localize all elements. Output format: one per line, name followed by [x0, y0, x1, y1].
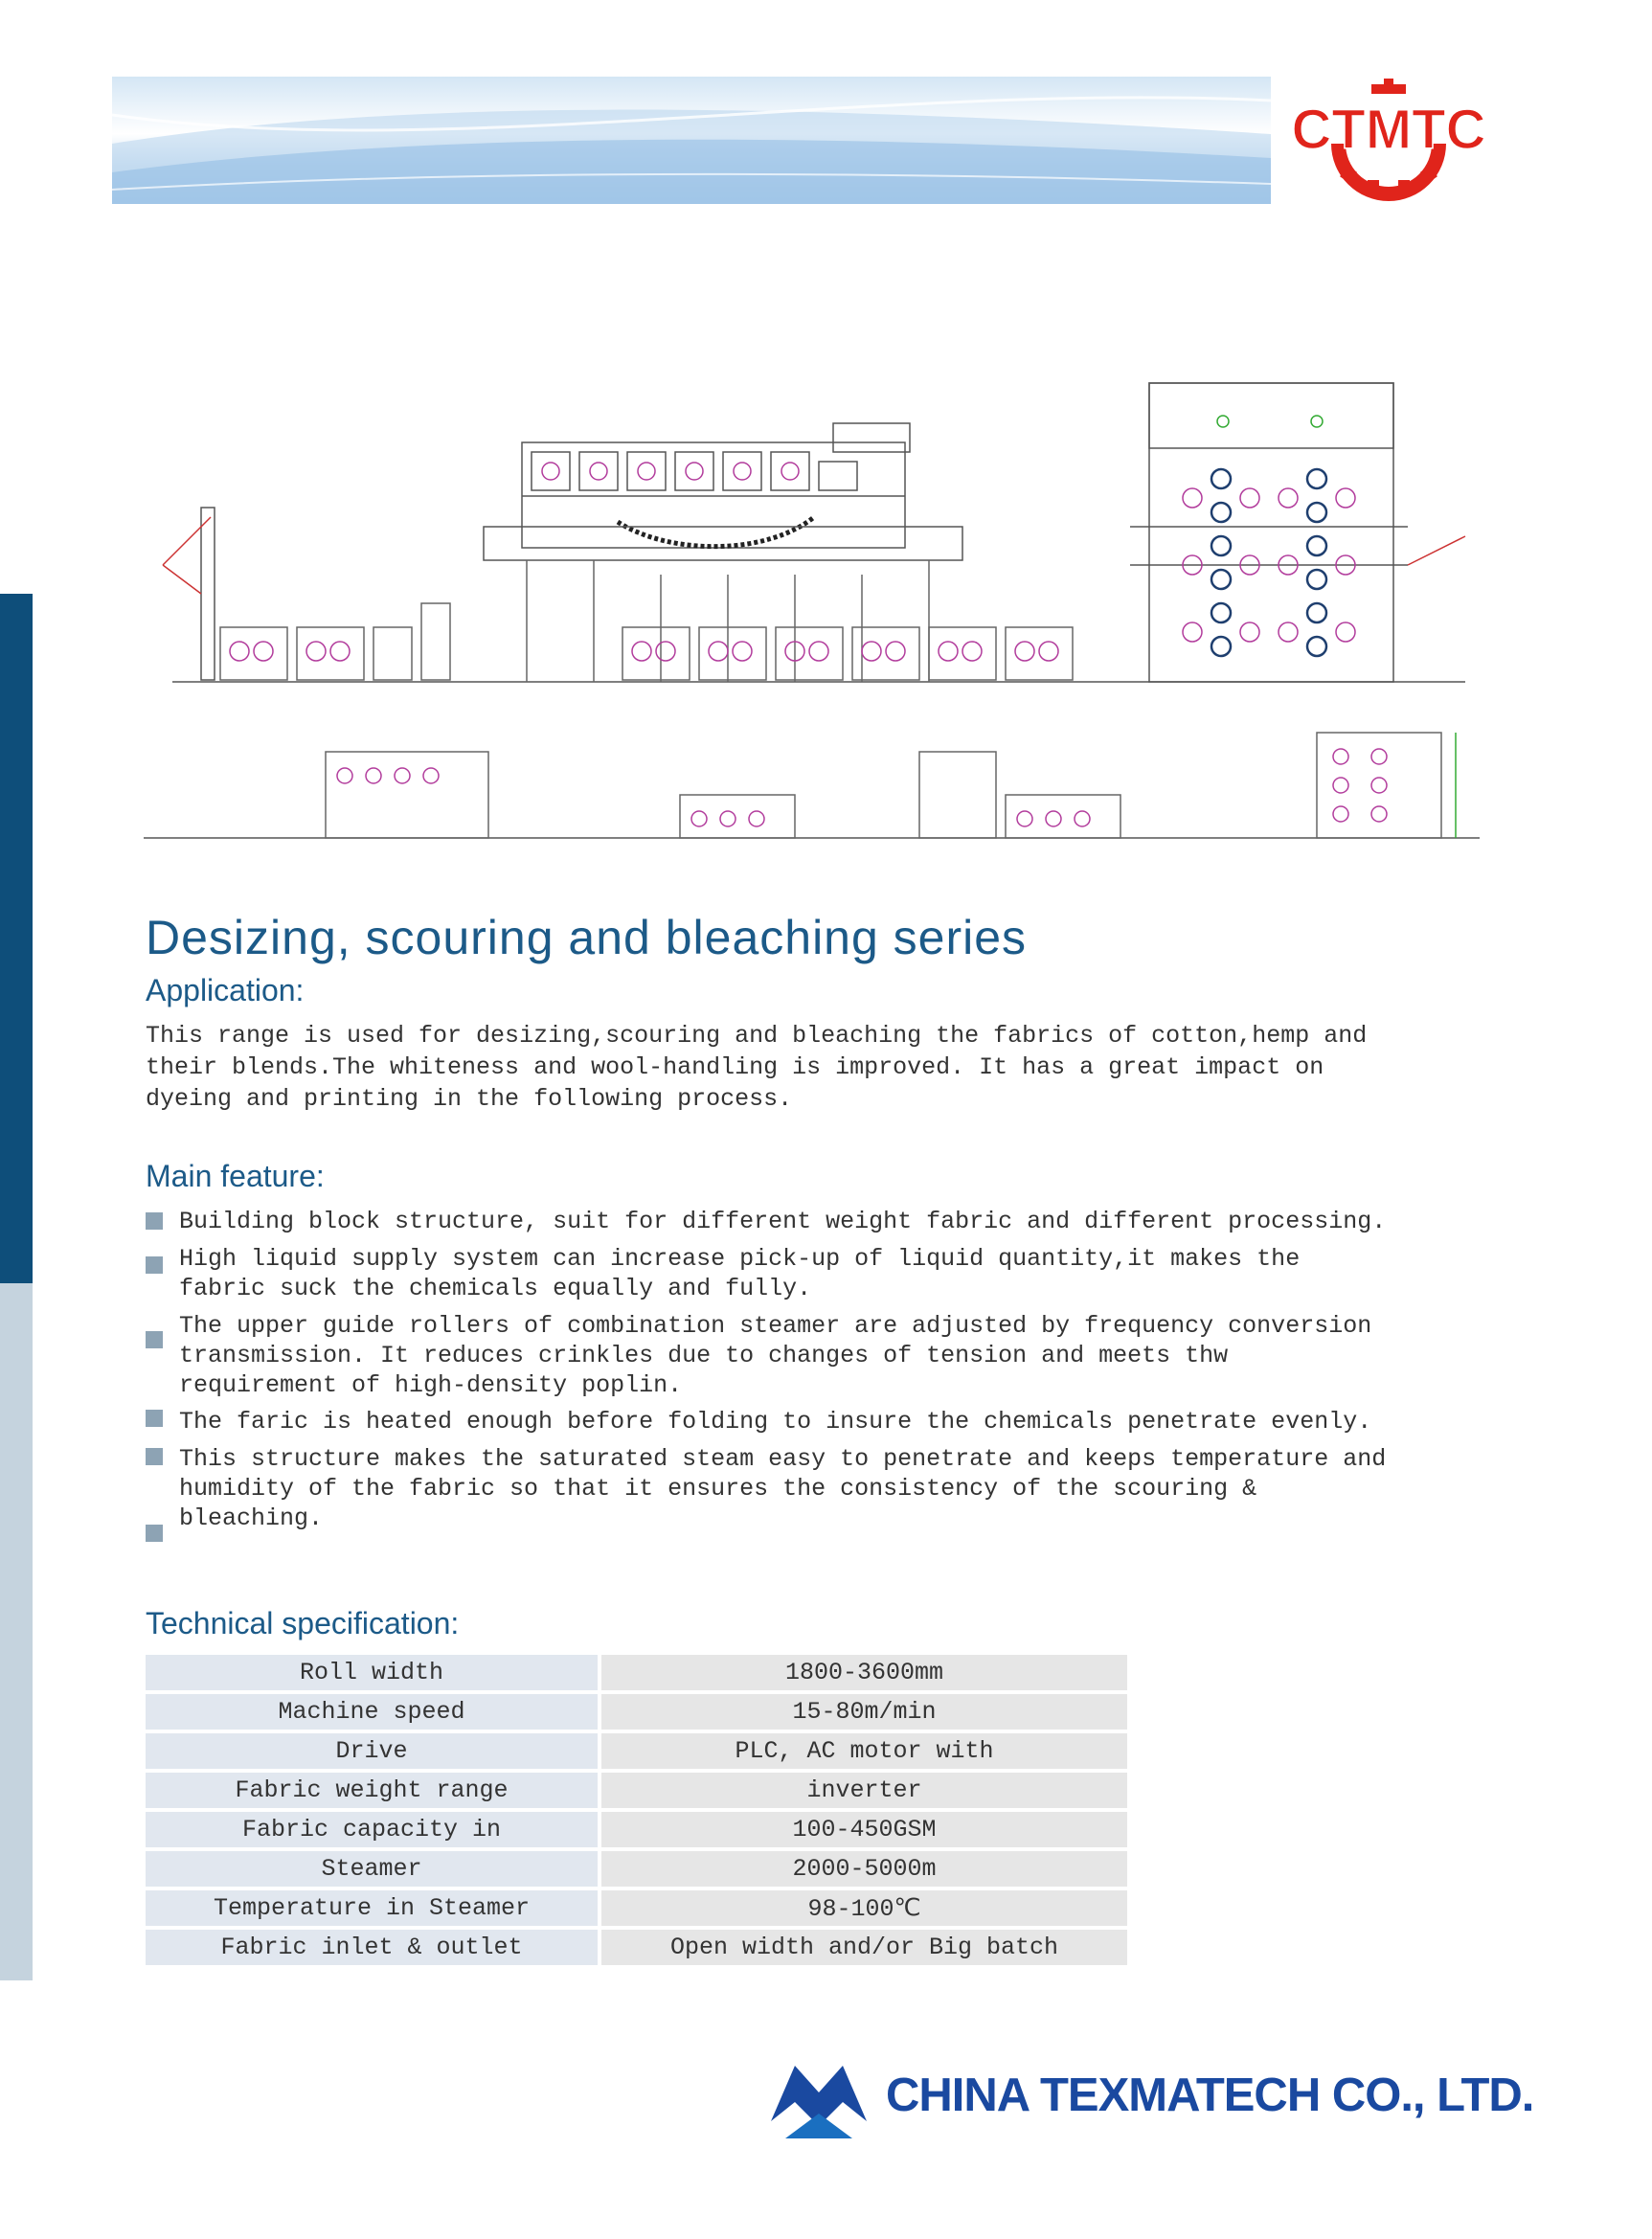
feature-line: This structure makes the saturated steam easy to penetrate and keeps temperature and	[179, 1445, 1387, 1473]
bullet-icon	[146, 1448, 163, 1465]
table-row	[146, 1694, 1127, 1730]
feature-item	[179, 1407, 1472, 1436]
spec-value: Open width and/or Big batch	[601, 1930, 1127, 1965]
table-row	[146, 1655, 1127, 1690]
bullet-icon	[146, 1212, 163, 1230]
feature-line: humidity of the fabric so that it ensures the consistency of the scouring &	[179, 1475, 1257, 1503]
spec-label: Steamer	[146, 1851, 598, 1887]
company-name: CHINA TEXMATECH CO., LTD.	[886, 2069, 1534, 2121]
table-row	[146, 1851, 1127, 1887]
bullet-icon	[146, 1331, 163, 1348]
spec-label: Fabric inlet & outlet	[146, 1930, 598, 1965]
feature-item	[179, 1444, 1472, 1533]
spec-value: 98-100℃	[601, 1890, 1127, 1926]
spec-table	[142, 1651, 1131, 1969]
svg-text:CTMTC: CTMTC	[1293, 99, 1484, 161]
spec-label: Drive	[146, 1733, 598, 1769]
spec-value: PLC, AC motor with	[601, 1733, 1127, 1769]
feature-line: The faric is heated enough before folding to insure the chemicals penetrate evenly.	[179, 1408, 1372, 1436]
feature-line: transmission. It reduces crinkles due to changes of tension and meets thw	[179, 1342, 1229, 1369]
side-bar-light	[0, 1283, 33, 1980]
feature-line: requirement of high-density poplin.	[179, 1371, 683, 1399]
bullet-icon	[146, 1410, 163, 1427]
feature-item	[179, 1244, 1472, 1303]
application-line: dyeing and printing in the following process.	[146, 1085, 793, 1113]
features-heading: Main feature:	[146, 1159, 325, 1193]
wave-graphic	[112, 77, 1271, 204]
spec-value: 2000-5000m	[601, 1851, 1127, 1887]
application-line: This range is used for desizing,scouring and bleaching the fabrics of cotton,hemp and	[146, 1022, 1368, 1050]
spec-value: 1800-3600mm	[601, 1655, 1127, 1690]
spec-label: Fabric capacity in	[146, 1812, 598, 1847]
table-row	[146, 1733, 1127, 1769]
page-title: Desizing, scouring and bleaching series	[146, 911, 1028, 964]
feature-line: fabric suck the chemicals equally and fully.	[179, 1275, 812, 1302]
table-row	[146, 1930, 1127, 1965]
feature-line: bleaching.	[179, 1504, 324, 1532]
side-bar-dark	[0, 594, 33, 1283]
table-row	[146, 1773, 1127, 1808]
spec-value: 100-450GSM	[601, 1812, 1127, 1847]
application-heading: Application:	[146, 973, 305, 1007]
table-row	[146, 1890, 1127, 1926]
bullet-icon	[146, 1525, 163, 1542]
feature-line: Building block structure, suit for different weight fabric and different processing.	[179, 1208, 1387, 1235]
spec-label: Fabric weight range	[146, 1773, 598, 1808]
spec-label: Roll width	[146, 1655, 598, 1690]
application-text	[146, 1020, 1477, 1115]
machine-line-drawing	[144, 373, 1484, 852]
spec-label: Machine speed	[146, 1694, 598, 1730]
feature-line: High liquid supply system can increase pick-up of liquid quantity,it makes the	[179, 1245, 1301, 1273]
spec-label: Temperature in Steamer	[146, 1890, 598, 1926]
spec-value: 15-80m/min	[601, 1694, 1127, 1730]
application-line: their blends.The whiteness and wool-handling is improved. It has a great impact on	[146, 1053, 1324, 1081]
feature-item	[179, 1207, 1472, 1236]
texmatech-logo	[766, 2054, 871, 2140]
ctmtc-logo	[1293, 77, 1484, 201]
table-row	[146, 1812, 1127, 1847]
bullet-icon	[146, 1256, 163, 1274]
spec-value: inverter	[601, 1773, 1127, 1808]
feature-item	[179, 1311, 1472, 1400]
header-banner	[112, 77, 1271, 204]
spec-heading: Technical specification:	[146, 1606, 460, 1640]
feature-line: The upper guide rollers of combination steamer are adjusted by frequency conversion	[179, 1312, 1372, 1340]
